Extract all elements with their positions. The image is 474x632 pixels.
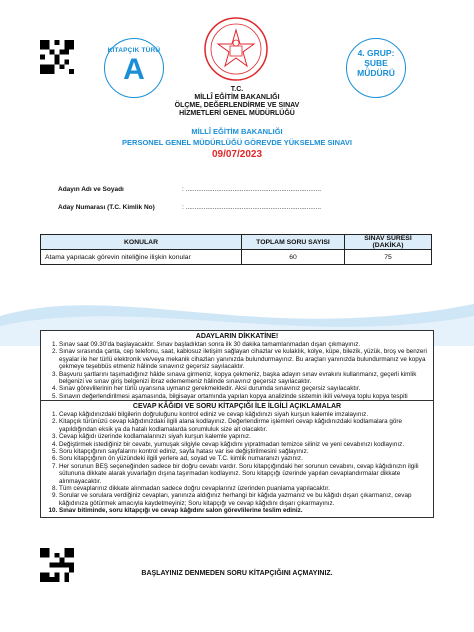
list-item: 2. Kitapçık türünüzü cevap kâğıdınızdaki ilgili alana kodlayınız. Değerlendirme işlemleri cevap kâğıdınızdaki kodlamalara göre yapıldığından eksik ya da hatalı kodlamalarda sorumluluk size ait olacaktır. bbox=[59, 418, 429, 433]
list-item: 1. Cevap kâğıdınızdaki bilgilerin doğruluğunu kontrol ediniz ve cevap kâğıdınızı siyah kurşun kalemle imzalayınız. bbox=[59, 411, 429, 418]
ministry-seal-icon bbox=[203, 16, 269, 82]
topics-header-question-count: TOPLAM SORU SAYISI bbox=[242, 235, 345, 250]
list-item: 1. Sınav saat 09.30'da başlayacaktır. Sınav başladıktan sonra ilk 30 dakika tamamlanmadan dışarı çıkmayınız. bbox=[59, 341, 429, 348]
decorative-wave bbox=[0, 286, 474, 326]
candidate-name-label: Adayın Adı ve Soyadı bbox=[58, 186, 124, 193]
footer-warning: BAŞLAYINIZ DENMEDEN SORU KİTAPÇIĞINI AÇMAYINIZ. bbox=[141, 570, 333, 577]
list-item: 6. Soru kitapçığının ön yüzündeki ilgili yerlere ad, soyad ve T.C. kimlik numaranızı yazınız. bbox=[59, 455, 429, 462]
instructions-list bbox=[45, 411, 429, 515]
topics-cell-count: 60 bbox=[242, 250, 345, 265]
topics-cell-duration: 75 bbox=[345, 250, 432, 265]
group-line-1: 4. GRUP: bbox=[357, 48, 395, 58]
attention-box bbox=[40, 330, 434, 411]
list-item: 9. Sorular ve sorulara verdiğiniz cevapları, yanınıza aldığınız herhangi bir kâğıda yazmanız ve bu kâğıdı dışarı çıkarmanız, cevap kâğıdınıza götürmek amacıyla kaydetmeyiniz; Soru kitapçığı ve cevap kâğıdını dışarı çıkarmayınız. bbox=[59, 492, 429, 507]
topics-table bbox=[40, 234, 432, 265]
topics-table-header-row bbox=[41, 235, 432, 250]
header-dept-line-1: ÖLÇME, DEĞERLENDİRME VE SINAV bbox=[174, 102, 300, 109]
attention-list bbox=[45, 341, 429, 408]
list-item: 5. Soru kitapçığının sayfalarını kontrol ediniz, sayfa hatası var ise değiştirilmesini sağlayınız. bbox=[59, 448, 429, 455]
list-item: 2. Sınav sırasında çanta, cep telefonu, saat, kablosuz iletişim sağlayan cihazlar ve kulaklık, kolye, küpe, bilezik, yüzük, broş ve benzeri eşyalar ile her türlü elektronik ve/veya mekanik cihazları yanınızda bulundurmayınız. Bu araçları yanınızda bulundurmanız ve kopya çekmeye teşebbüs etmeniz hâlinde sınavınız geçersiz sayılacaktır. bbox=[59, 348, 429, 370]
group-line-3: MÜDÜRÜ bbox=[357, 68, 395, 78]
list-item: 5. Sınavın değerlendirilmesi aşamasında, bilgisayar ortamında yapılan kopya analizinde sistemin ikili ve/veya toplu kopya tespiti bbox=[59, 393, 429, 408]
topics-header-konular: KONULAR bbox=[41, 235, 242, 250]
exam-title: PERSONEL GENEL MÜDÜRLÜĞÜ GÖREVDE YÜKSELME SINAVI bbox=[122, 138, 352, 147]
candidate-number-label: Aday Numarası (T.C. Kimlik No) bbox=[58, 204, 155, 211]
instructions-title: CEVAP KÂĞIDI VE SORU KİTAPÇIĞI İLE İLGİLİ AÇIKLAMALAR bbox=[132, 403, 342, 410]
booklet-type-label: KİTAPÇIK TÜRÜ bbox=[107, 47, 161, 54]
instructions-box bbox=[40, 400, 434, 518]
list-item: 4. Değiştirmek istediğiniz bir cevabı, yumuşak silgiyle cevap kâğıdını yıpratmadan temizce siliniz ve yeni cevabınızı kodlayınız. bbox=[59, 441, 429, 448]
topics-cell-topic: Atama yapılacak görevin niteliğine ilişkin konular bbox=[41, 250, 242, 265]
candidate-number-field[interactable]: : ........................................................................... bbox=[182, 204, 322, 211]
header-ministry-blue: MİLLÎ EĞİTİM BAKANLIĞI bbox=[191, 127, 283, 136]
qr-code-top bbox=[40, 40, 74, 74]
list-item: 8. Tüm cevaplarınız dikkate alınmadan sadece doğru cevaplarınız üzerinden puanlama yapılacaktır. bbox=[59, 485, 429, 492]
list-item: 3. Cevap kâğıdı üzerinde kodlamalarınızı siyah kurşun kalemle yapınız. bbox=[59, 433, 429, 440]
list-item: 7. Her sorunun BEŞ seçeneğinden sadece bir doğru cevabı vardır. Soru kitapçığındaki her sorunun cevabını, cevap kâğıdınızın ilgili sütununa dikkate alarak yuvarlağın dışına taşırmadan kodlayınız. Soru kitapçığı üzerinde yapılan cevaplandırmalar dikkate alınmayacaktır. bbox=[59, 463, 429, 485]
list-item: 10. Sınav bitiminde, soru kitapçığı ve cevap kâğıdını salon görevlilerine teslim ediniz. bbox=[59, 507, 429, 514]
topics-header-duration: SINAV SÜRESİ (DAKİKA) bbox=[345, 235, 432, 250]
header-ministry: MİLLÎ EĞİTİM BAKANLIĞI bbox=[194, 94, 280, 101]
table-row bbox=[41, 250, 432, 265]
booklet-type-letter: A bbox=[123, 53, 145, 86]
list-item: 4. Sınav görevlilerinin her türlü uyarısına uymanız gerekmektedir. Aksi durumda sınavınız geçersiz sayılacaktır. bbox=[59, 385, 429, 392]
group-line-2: ŞUBE bbox=[364, 58, 388, 68]
header-dept-line-2: HİZMETLERİ GENEL MÜDÜRLÜĞÜ bbox=[179, 110, 295, 117]
exam-date: 09/07/2023 bbox=[211, 149, 263, 160]
list-item: 3. Başvuru şartlarını taşımadığınız hâlde sınava girmeniz, kopya çekmeniz, başka adayın sınav evrakını kullanmanız, geçerli kimlik belgenizi ve sınav giriş belgenizi ibraz edememeniz hâlinde sınavınız geçersiz sayılacaktır. bbox=[59, 371, 429, 386]
candidate-name-field[interactable]: : ........................................................................... bbox=[182, 186, 322, 193]
attention-title: ADAYLARIN DİKKATİNE! bbox=[195, 333, 279, 340]
header-tc: T.C. bbox=[230, 86, 244, 93]
